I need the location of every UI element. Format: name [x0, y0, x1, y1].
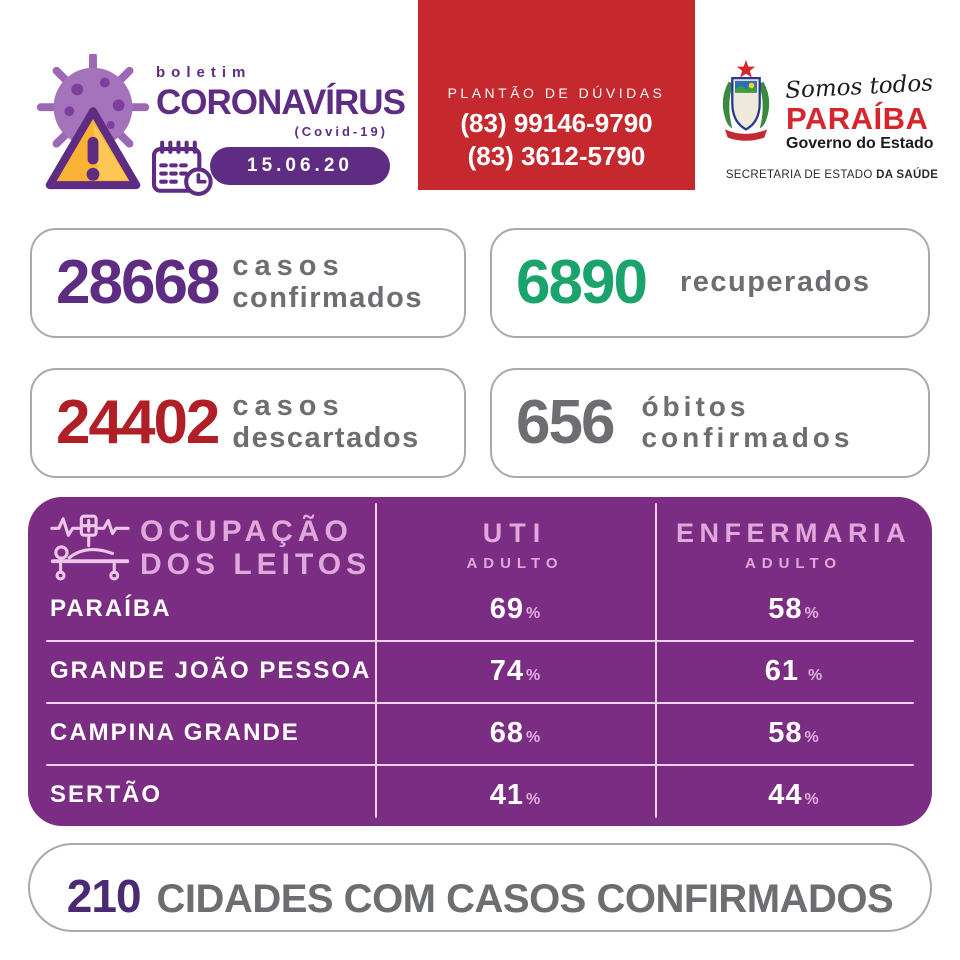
percent-number: 58 — [768, 592, 803, 625]
percent-sign: % — [804, 604, 819, 622]
stat-label-line: óbitos — [641, 391, 750, 423]
government-subtitle: Governo do Estado — [786, 135, 934, 153]
bulletin-subtitle: (Covid-19) — [294, 124, 388, 139]
stat-card-confirmed — [30, 228, 466, 338]
column-header-uti — [375, 497, 655, 578]
column-sub: ADULTO — [744, 554, 843, 572]
date-pill — [210, 147, 390, 185]
bulletin-kicker: boletim — [156, 64, 252, 81]
bulletin-branding — [156, 64, 405, 139]
virus-warning-icon — [32, 54, 154, 194]
uti-value — [375, 778, 655, 811]
occupancy-title-line: OCUPAÇÃO — [140, 515, 353, 548]
column-divider — [655, 503, 657, 818]
percent-number: 44 — [768, 778, 803, 811]
percent-number: 68 — [489, 716, 525, 749]
region-label: CAMPINA GRANDE — [50, 719, 300, 746]
stat-value: 24402 — [56, 388, 219, 457]
region-label: PARAÍBA — [50, 595, 172, 622]
percent-sign: % — [526, 790, 541, 808]
hotline-box — [418, 0, 695, 190]
hospital-bed-icon — [50, 511, 130, 587]
column-header-enfermaria — [655, 497, 932, 578]
stat-label-line: descartados — [232, 422, 420, 454]
enfermaria-value — [655, 778, 932, 811]
state-name: PARAÍBA — [786, 101, 929, 136]
stat-label-line: recuperados — [679, 266, 871, 299]
enfermaria-value — [655, 716, 932, 749]
stat-card-deaths — [490, 368, 930, 478]
stat-value: 6890 — [516, 248, 646, 317]
occupancy-title — [140, 515, 371, 581]
row-divider — [46, 640, 914, 642]
government-block — [714, 58, 950, 181]
percent-sign: % — [804, 790, 819, 808]
stat-label-line: confirmados — [641, 422, 854, 453]
stat-label-line: confirmados — [232, 282, 423, 314]
percent-sign: % — [526, 604, 541, 622]
uti-value — [375, 592, 655, 625]
phone-number-2: (83) 3612-5790 — [467, 140, 646, 171]
row-divider — [46, 702, 914, 704]
percent-number: 74 — [489, 654, 525, 687]
department-text: SECRETARIA DE ESTADO — [725, 169, 877, 182]
uti-value — [375, 716, 655, 749]
footer-pill — [28, 843, 932, 932]
percent-sign: % — [808, 666, 823, 684]
region-label: GRANDE JOÃO PESSOA — [50, 657, 372, 684]
phone-number-1: (83) 99146-9790 — [460, 108, 653, 138]
column-name: UTI — [482, 517, 548, 548]
stat-value: 656 — [516, 388, 614, 457]
percent-number: 69 — [489, 592, 525, 625]
stat-label-line: casos — [232, 390, 345, 423]
department-line — [714, 169, 950, 181]
enfermaria-value — [655, 592, 932, 625]
stat-value: 28668 — [56, 248, 219, 317]
column-sub: ADULTO — [466, 554, 564, 572]
stat-card-recovered — [490, 228, 930, 338]
percent-number: 61 — [764, 654, 800, 687]
column-divider — [375, 503, 377, 818]
coat-of-arms-icon — [714, 58, 778, 149]
department-text-bold: DA SAÚDE — [876, 169, 939, 182]
percent-sign: % — [526, 666, 541, 684]
calendar-clock-icon — [150, 140, 216, 198]
percent-number: 58 — [768, 716, 803, 749]
uti-value — [375, 654, 655, 687]
enfermaria-value — [655, 654, 932, 687]
percent-number: 41 — [489, 778, 525, 811]
column-name: ENFERMARIA — [676, 517, 911, 548]
stat-card-discarded — [30, 368, 466, 478]
cities-count: 210 — [66, 870, 141, 922]
cities-label: CIDADES COM CASOS CONFIRMADOS — [156, 877, 894, 921]
occupancy-panel — [28, 497, 932, 826]
script-slogan: Somos todos — [784, 70, 934, 104]
percent-sign: % — [804, 728, 819, 746]
percent-sign: % — [526, 728, 541, 746]
bulletin-title: CORONAVÍRUS — [156, 83, 405, 122]
occupancy-title-line: DOS LEITOS — [140, 548, 372, 581]
stat-label-line: casos — [232, 250, 345, 283]
bulletin-date: 15.06.20 — [247, 155, 353, 176]
region-label: SERTÃO — [50, 781, 163, 808]
hotline-label: PLANTÃO DE DÚVIDAS — [447, 85, 666, 101]
row-divider — [46, 764, 914, 766]
